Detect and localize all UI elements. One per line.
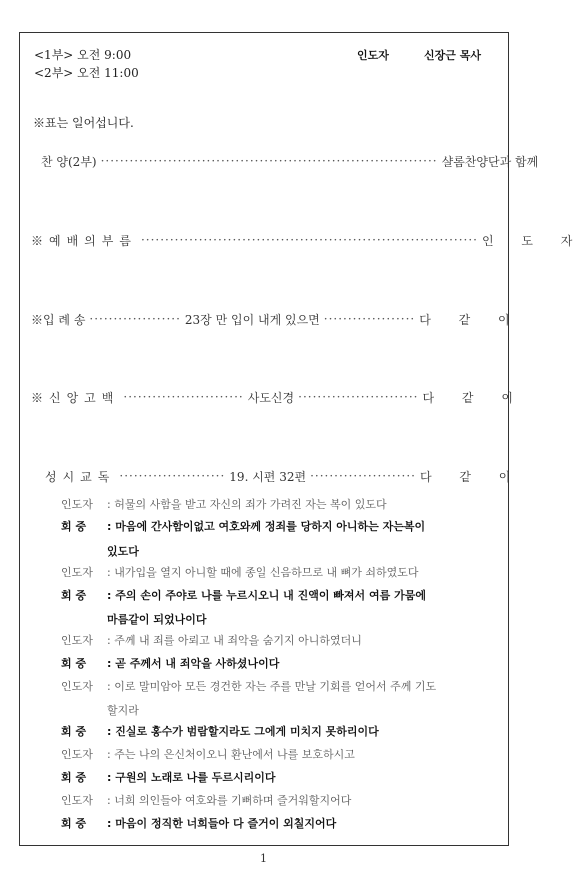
reading-speaker: 회 중 [61, 520, 87, 533]
order-label: ※입 례 송 [31, 312, 86, 327]
reading-text: 내가입을 열지 아니할 때에 종일 신음하므로 내 뼈가 쇠하였도다 [114, 566, 419, 579]
dot-leader: ······················ [310, 469, 416, 483]
reading-text: 주께 내 죄를 아뢰고 내 죄악을 숨기지 아니하였더니 [114, 634, 362, 647]
reading-continuation: 할지라 [107, 704, 139, 717]
reading-line-leader: 인도자 : 주는 나의 은신처이오니 환난에서 나를 보호하시고 [61, 744, 486, 766]
order-end: 인 도 자 [481, 233, 584, 248]
service-time-1: <1부> 오전 9:00 [34, 48, 132, 62]
order-end: 샬롬찬양단과 함께 [441, 154, 539, 169]
order-row-creed [31, 388, 525, 406]
reading-text: 마음이 정직한 너희들아 다 즐거이 외칠지어다 [115, 817, 337, 830]
reading-speaker: 인도자 [61, 748, 93, 761]
leader-label: 인도자 [357, 49, 389, 62]
reading-line-congregation: 회 중 : 진실로 홍수가 범람할지라도 그에게 미치지 못하리이다 [61, 721, 486, 743]
reading-speaker: 인도자 [61, 794, 93, 807]
reading-text: 진실로 홍수가 범람할지라도 그에게 미치지 못하리이다 [115, 725, 379, 738]
dot-leader: ························· [123, 390, 244, 404]
reading-speaker: 인도자 [61, 566, 93, 579]
reading-text: 주는 나의 은신처이오니 환난에서 나를 보호하시고 [114, 748, 355, 761]
reading-text: 구원의 노래로 나를 두르시리이다 [115, 771, 276, 784]
dot-leader: ······················ [119, 469, 226, 483]
order-middle: 19. 시편 32편 [229, 469, 307, 484]
order-row-call-to-worship [31, 231, 584, 249]
order-end: 다 같 이 [419, 312, 522, 327]
order-row-hymn [31, 310, 522, 328]
reading-speaker: 회 중 [61, 817, 87, 830]
reading-continuation: 마름같이 되었나이다 [107, 613, 207, 626]
reading-speaker: 회 중 [61, 589, 87, 602]
order-label: ※예배의부름 [31, 233, 137, 248]
standing-notice: ※표는 일어섭니다. [33, 116, 134, 130]
reading-text: 주의 손이 주야로 나를 누르시오니 내 진액이 빠져서 여름 가뭄에 [115, 589, 426, 602]
order-label: ※신앙고백 [31, 390, 120, 405]
reading-line-congregation: 회 중 : 곧 주께서 내 죄악을 사하셨나이다 [61, 653, 486, 675]
order-middle: 사도신경 [247, 390, 295, 405]
reading-speaker: 회 중 [61, 771, 87, 784]
order-end: 다 같 이 [419, 469, 523, 484]
order-row-praise [31, 152, 539, 170]
reading-line-congregation: 회 중 : 구원의 노래로 나를 두르시리이다 [61, 767, 486, 789]
dot-leader: ······································································ [100, 154, 438, 168]
reading-text: 너희 의인들아 여호와를 기뻐하며 즐거워할지어다 [114, 794, 352, 807]
dot-leader: ························· [298, 390, 419, 404]
reading-text: 마음에 간사함이없고 여호와께 정죄를 당하지 아니하는 자는복이 [115, 520, 426, 533]
reading-continuation: 있도다 [107, 545, 139, 558]
order-label: 성시교독 [45, 469, 116, 484]
reading-text: 이로 말미암아 모든 경건한 자는 주를 만날 기회를 얻어서 주께 기도 [114, 680, 437, 693]
dot-leader: ··················· [89, 312, 181, 326]
reading-speaker: 인도자 [61, 680, 93, 693]
reading-line-congregation: 회 중 : 주의 손이 주야로 나를 누르시오니 내 진액이 빠져서 여름 가뭄에 [61, 585, 486, 607]
order-middle: 23장 만 입이 내게 있으면 [184, 312, 320, 327]
reading-speaker: 인도자 [61, 498, 93, 511]
reading-line-leader: 인도자 : 이로 말미암아 모든 경건한 자는 주를 만날 기회를 얻어서 주께 기도 [61, 676, 486, 698]
order-label: 찬 양(2부) [41, 154, 97, 169]
service-time-2: <2부> 오전 11:00 [34, 66, 139, 80]
reading-line-leader: 인도자 : 너희 의인들아 여호와를 기뻐하며 즐거워할지어다 [61, 790, 486, 812]
order-row-responsive-reading [31, 467, 523, 485]
reading-text: 곧 주께서 내 죄악을 사하셨나이다 [115, 657, 280, 670]
dot-leader: ······································································ [140, 233, 478, 247]
reading-speaker: 회 중 [61, 725, 87, 738]
order-end: 다 같 이 [422, 390, 525, 405]
reading-line-congregation: 회 중 : 마음에 간사함이없고 여호와께 정죄를 당하지 아니하는 자는복이 [61, 516, 486, 538]
reading-speaker: 회 중 [61, 657, 87, 670]
reading-line-congregation: 회 중 : 마음이 정직한 너희들아 다 즐거이 외칠지어다 [61, 813, 486, 835]
reading-speaker: 인도자 [61, 634, 93, 647]
reading-text: 허물의 사함을 받고 자신의 죄가 가려진 자는 복이 있도다 [114, 498, 387, 511]
page-number: 1 [260, 852, 267, 865]
reading-line-leader: 인도자 : 허물의 사함을 받고 자신의 죄가 가려진 자는 복이 있도다 [61, 494, 486, 516]
reading-line-leader: 인도자 : 내가입을 열지 아니할 때에 종일 신음하므로 내 뼈가 쇠하였도다 [61, 562, 486, 584]
reading-line-leader: 인도자 : 주께 내 죄를 아뢰고 내 죄악을 숨기지 아니하였더니 [61, 630, 486, 652]
pastor-name: 신장근 목사 [424, 49, 481, 62]
dot-leader: ··················· [323, 312, 416, 326]
